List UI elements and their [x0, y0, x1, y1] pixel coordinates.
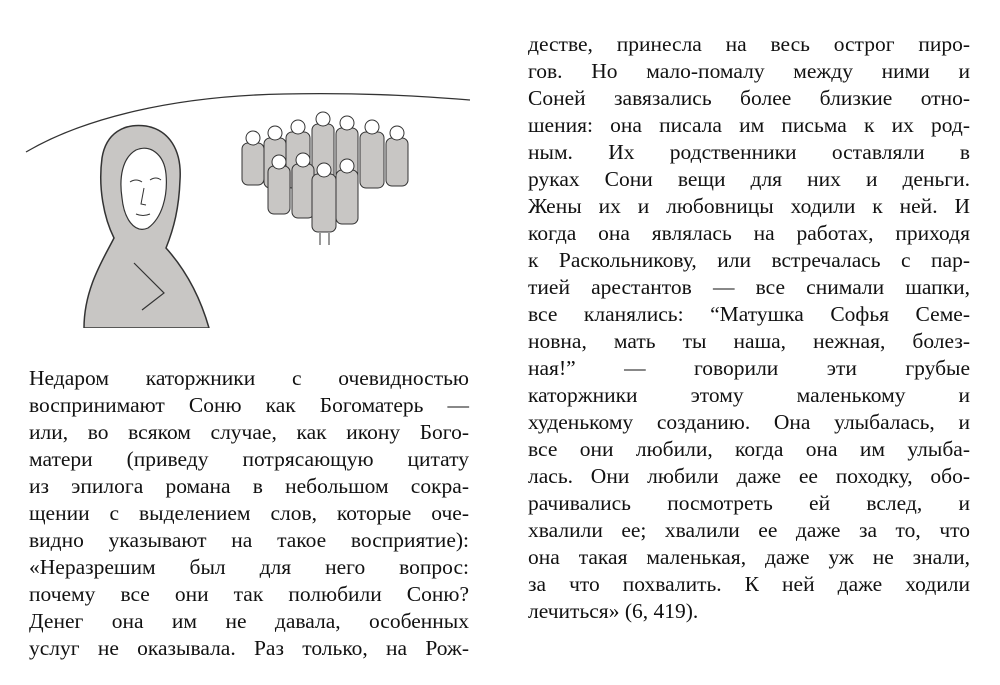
text-line: все они любили, когда она им улыба-	[528, 437, 970, 461]
text-line: гов. Но мало-помалу между ними и	[528, 59, 970, 83]
text-line: хвалили ее; хвалили ее даже за то, что	[528, 518, 970, 542]
text-line: щении с выделением слов, которые оче-	[29, 501, 469, 525]
text-line: тией арестантов — все снимали шапки,	[528, 275, 970, 299]
right-text-column	[528, 31, 970, 625]
text-line: дестве, принесла на весь острог пиро-	[528, 32, 970, 56]
text-line: Жены их и любовницы ходили к ней. И	[528, 194, 970, 218]
text-line: когда она являлась на работах, приходя	[528, 221, 970, 245]
text-line: Недаром каторжники с очевидностью	[29, 366, 469, 390]
text-line: она такая маленькая, даже уж не знали,	[528, 545, 970, 569]
text-line: ным. Их родственники оставляли в	[528, 140, 970, 164]
text-line: новна, мать ты наша, нежная, болез-	[528, 329, 970, 353]
text-line: воспринимают Соню как Богоматерь —	[29, 393, 469, 417]
text-line: лась. Они любили даже ее походку, обо-	[528, 464, 970, 488]
text-line: худенькому созданию. Она улыбалась, и	[528, 410, 970, 434]
text-line: руках Сони вещи для них и деньги.	[528, 167, 970, 191]
text-line: почему все они так полюбили Соню?	[29, 582, 469, 606]
text-line: ная!” — говорили эти грубые	[528, 356, 970, 380]
text-line: все кланялись: “Матушка Софья Семе-	[528, 302, 970, 326]
text-line: шения: она писала им письма к их род-	[528, 113, 970, 137]
text-line: рачивались посмотреть ей вслед, и	[528, 491, 970, 515]
left-text-column	[29, 365, 469, 662]
text-line: из эпилога романа в небольшом сокра-	[29, 474, 469, 498]
text-line: лечиться» (6, 419).	[528, 599, 699, 623]
text-line: видно указывают на такое восприятие):	[29, 528, 469, 552]
text-line: Соней завязались более близкие отно-	[528, 86, 970, 110]
text-line: каторжники этому маленькому и	[528, 383, 970, 407]
sonya-and-convicts-illustration	[24, 88, 474, 328]
text-line: или, во всяком случае, как икону Бого-	[29, 420, 469, 444]
sonya-figure	[84, 125, 209, 328]
text-line: Денег она им не давала, особенных	[29, 609, 469, 633]
text-line: к Раскольникову, или встречалась с пар-	[528, 248, 970, 272]
convicts-group	[242, 112, 408, 245]
text-line: матери (приведу потрясающую цитату	[29, 447, 469, 471]
text-line: за что похвалить. К ней даже ходили	[528, 572, 970, 596]
text-line: «Неразрешим был для него вопрос:	[29, 555, 469, 579]
text-line: услуг не оказывала. Раз только, на Рож-	[29, 636, 469, 660]
